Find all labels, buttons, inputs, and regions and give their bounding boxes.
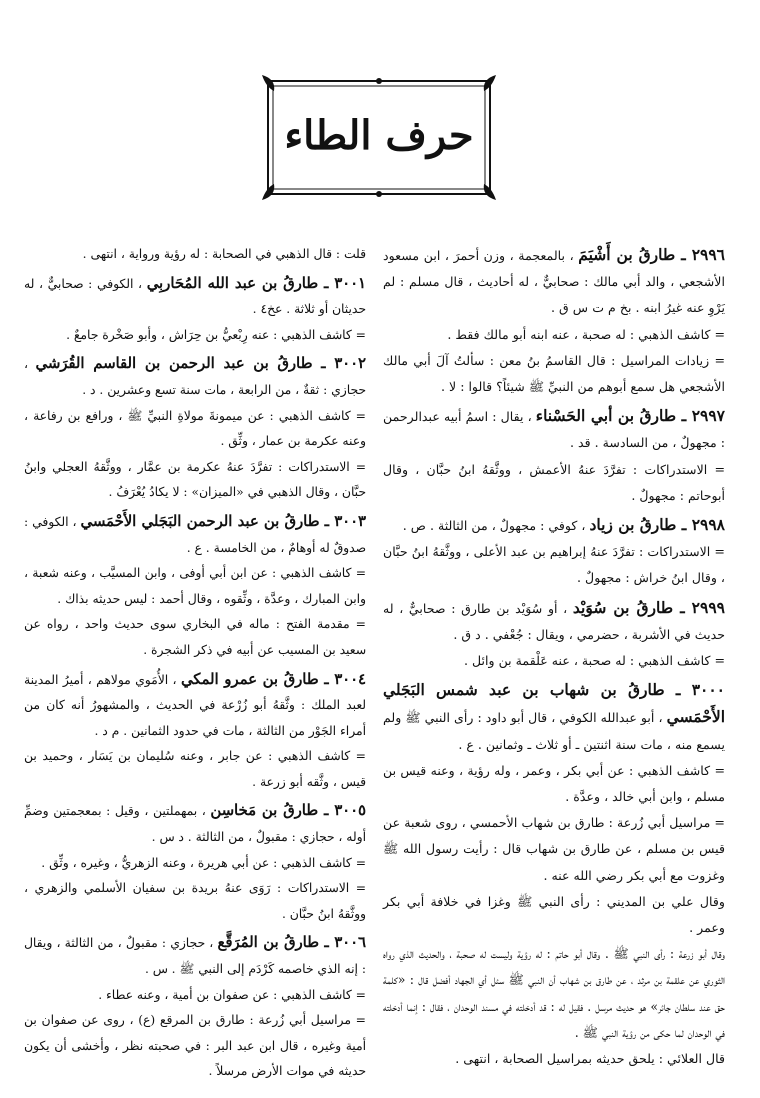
- entry-line: وقال أبو زرعة : رأى النبي ﷺ . وقال أبو حاتم : له رؤية وليست له صحبة ، والحديث الذي رواه الثوري عن علقمة بن مرثد ، عن طارق بن شهاب أن النبي ﷺ سئل أي الجهاد أفضل قال : «كلمة حق عند سلطان جائر» هو حديث مرسل . فقيل له : قد أدخلته في مسند الوحدان ، فقال : إنما أدخلته في الوحدان لما حكى من رؤية النبي ﷺ .: [383, 946, 725, 1040]
- entry-line: = زيادات المراسيل : قال القاسمُ بنُ معن : سألتُ آلَ أبي مالك الأشجعي هل سمع أبوهم من النبيِّ ﷺ شيئاً؟ قالوا : لا .: [383, 352, 725, 395]
- entry-heading: ٣٠٠٠ ـ طارقُ بن شهاب بن عبد شمس البَجَلي الأَحْمَسي: [383, 680, 725, 727]
- entry-line: = كاشف الذهبي : عن أبي هريرة ، وعنه الزهريُّ ، وغيره ، وثِّق .: [41, 855, 366, 870]
- entry-note: [24, 242, 366, 268]
- entry-heading: ٣٠٠٢ ـ طارقُ بن عبد الرحمن بن القاسم القُرَشي: [35, 355, 366, 373]
- entry-line: = كاشف الذهبي : له صحبة ، عنه عَلْقمة بن وائل .: [463, 653, 725, 669]
- entry-line: ، حجازي : ثقةٌ ، من الرابعة ، مات سنة تسع وعشرين . د .: [24, 357, 366, 397]
- entry-line: ، بالمعجمة ، وزن أحمرَ ، ابن مسعود الأشجعي ، والد أبي مالك : صحابيٌّ ، له أحاديث ، قال مسلم : لم يَرْوِ عنه غيرُ ابنه . بخ م ت س ق .: [383, 248, 725, 316]
- entry-line: = كاشف الذهبي : عن صفوان بن أمية ، وعنه عطاء .: [98, 987, 366, 1002]
- entry-line: = كاشف الذهبي : عن أبي بكر ، وعمر ، وله رؤية ، وعنه قيس بن مسلم ، وابن أبي خالد ، وعدَّة .: [383, 762, 725, 805]
- entry-heading: ٢٩٩٩ ـ طارقُ بن سُوَيْد: [572, 597, 725, 617]
- entry-2998: [383, 512, 725, 592]
- entry-line: = مراسيل أبي زُرعة : طارق بن شهاب الأحمسي ، روى شعبة عن قيس بن مسلم ، عن طارق بن شهاب قال : رأيت رسول الله ﷺ وغزوت مع أبي بكر رضي الله عنه .: [383, 815, 725, 883]
- entry-3005: [24, 798, 366, 927]
- entry-line: = الاستدراكات : تفرَّدَ عنهُ إبراهيم بن عبد الأعلى ، ووثَّقهُ ابنُ حبَّان ، وقال ابنُ خراش : مجهولٌ .: [383, 544, 725, 586]
- entry-heading: ٣٠٠٣ ـ طارقُ بن عبد الرحمن البَجَلي الأَحْمَسي: [80, 512, 366, 530]
- entry-heading: ٢٩٩٧ ـ طارقُ بن أبي الحَسْناء: [535, 406, 725, 426]
- entry-line: = الاستدراكات : رَوَى عنهُ بريدة بن سفيان الأسلمي والزهري ، ووثَّقهُ ابنُ حبَّان .: [24, 881, 366, 921]
- entry-line: = مقدمة الفتح : ماله في البخاري سوى حديث واحد ، رواه عن سعيد بن المسيب عن أبيه في ذكر الشجرة .: [24, 617, 366, 657]
- entry-line: = مراسيل أبي زُرعة : طارق بن المرقع (ع) ، روى عن صفوان بن أمية وغيره ، قال ابن عبد البر : في صحبته نظر ، وأخشى أن يكون حديثه في موات الأرض مرسلاً .: [24, 1013, 366, 1079]
- entry-line: ، أبو عبدالله الكوفي ، قال أبو داود : رأى النبي ﷺ ولم يسمع منه ، مات سنة اثنتين ـ أو ثلاث ـ وثمانين . ع .: [383, 710, 725, 752]
- entry-line: ، كوفي : مجهولٌ ، من الثالثة . ص .: [402, 518, 586, 534]
- entry-heading: ٣٠٠١ ـ طارقُ بن عبد الله المُحَاربِي: [146, 274, 366, 292]
- entry-line: ، الأُمَوي مولاهم ، أميرُ المدينة لعبد الملك : وثَّقهُ أبو زُرْعة في الحديث ، والمشهورُ أنه كان من أمراء الجَوْر من الثالثة ، مات في حدود الثمانين . م د .: [24, 672, 366, 738]
- entry-line: ، الكوفي : صحابيٌّ ، له حديثان أو ثلاثة . عخ٤ .: [24, 276, 366, 317]
- entry-2997: [383, 403, 725, 509]
- entry-3006: [24, 930, 366, 1085]
- entry-line: وقال علي بن المديني : رأى النبي ﷺ وغزا في خلافة أبي بكر وعمر .: [383, 893, 725, 936]
- entry-3001: [24, 271, 366, 349]
- entry-2996: [383, 242, 725, 400]
- entry-line: = كاشف الذهبي : له صحبة ، عنه ابنه أبو مالك فقط .: [447, 326, 725, 342]
- entry-line: قلت : قال الذهبي في الصحابة : له رؤية ورواية ، انتهى .: [82, 247, 366, 261]
- entry-3000: [383, 677, 725, 1072]
- chapter-title: حرف الطاء: [284, 112, 474, 159]
- entry-line: = كاشف الذهبي : عنه رِبْعيُّ بن حِرَاش ، وأبو صَخْرة جامعٌ .: [66, 327, 366, 342]
- entry-line: = الاستدراكات : تفرَّدَ عنهُ عكرمة بن عمَّار ، ووثَّقهُ العجلي وابنُ حبَّان ، وقال الذهبي في «الميزان» : لا يكادُ يُعْرَفُ .: [24, 459, 366, 500]
- entry-heading: ٣٠٠٥ ـ طارقُ بن مَخاسِن: [210, 802, 366, 820]
- entry-line: = كاشف الذهبي : عن ابن أبي أوفى ، وابن المسيَّب ، وعنه شعبة ، وابن المبارك ، وعدَّة ، وثِّقوه ، وقال أحمد : ليس حديثه بذاك .: [24, 566, 366, 606]
- entry-3003: [24, 509, 366, 664]
- entry-heading: ٢٩٩٨ ـ طارقُ بن زياد: [589, 515, 725, 535]
- right-column: [383, 242, 725, 1075]
- entry-line: ، بمهملتين ، وقيل : بمعجمتين وضمِّ أوله ، حجازي : مقبولٌ ، من الثالثة . د س .: [24, 804, 366, 845]
- entry-line: ، الكوفي : صدوقٌ له أوهامٌ ، من الخامسة . ع .: [24, 514, 366, 555]
- entry-3002: [24, 351, 366, 506]
- entry-heading: ٣٠٠٤ ـ طارقُ بن عمرو المكي: [180, 670, 366, 688]
- entry-line: ، يقال : اسمُ أبيه عبدالرحمن : مجهولٌ ، من السادسة . قد .: [383, 409, 725, 451]
- entry-line: = كاشف الذهبي : عن جابر ، وعنه سُليمان بن يَسَار ، وحميد بن قيس ، وثَّقه أبو زرعة .: [24, 749, 366, 789]
- entry-2999: [383, 595, 725, 675]
- entry-3004: [24, 667, 366, 796]
- entry-heading: ٢٩٩٦ ـ طارقُ بن أَشْيَمَ: [578, 245, 725, 264]
- entry-line: ، أو سُوَيْد بن طارق : صحابيٌّ ، له حديث في الأشربة ، حضرمي ، ويقال : جُعْفي . د ق .: [383, 600, 725, 642]
- entry-line: = الاستدراكات : تفرَّدَ عنهُ الأعمش ، ووثَّقهُ ابنُ حبَّان ، وقال أبوحاتم : مجهولٌ .: [383, 461, 725, 503]
- entry-line: = كاشف الذهبي : عن ميمونةَ مولاةِ النبيِّ ﷺ ، ورافع بن رفاعة ، وعنه عكرمة بن عمار ، وثِّق .: [24, 408, 366, 449]
- left-column: [24, 242, 366, 1088]
- entry-line: ، حجازي : مقبولٌ ، من الثالثة ، ويقال : إنه الذي خاصمه كَرْدَم إلى النبي ﷺ . س .: [24, 936, 366, 977]
- entry-line: قال العلائي : يلحق حديثه بمراسيل الصحابة ، انتهى .: [455, 1051, 725, 1067]
- entry-heading: ٣٠٠٦ ـ طارقُ بن المُرَقَّع: [217, 934, 366, 952]
